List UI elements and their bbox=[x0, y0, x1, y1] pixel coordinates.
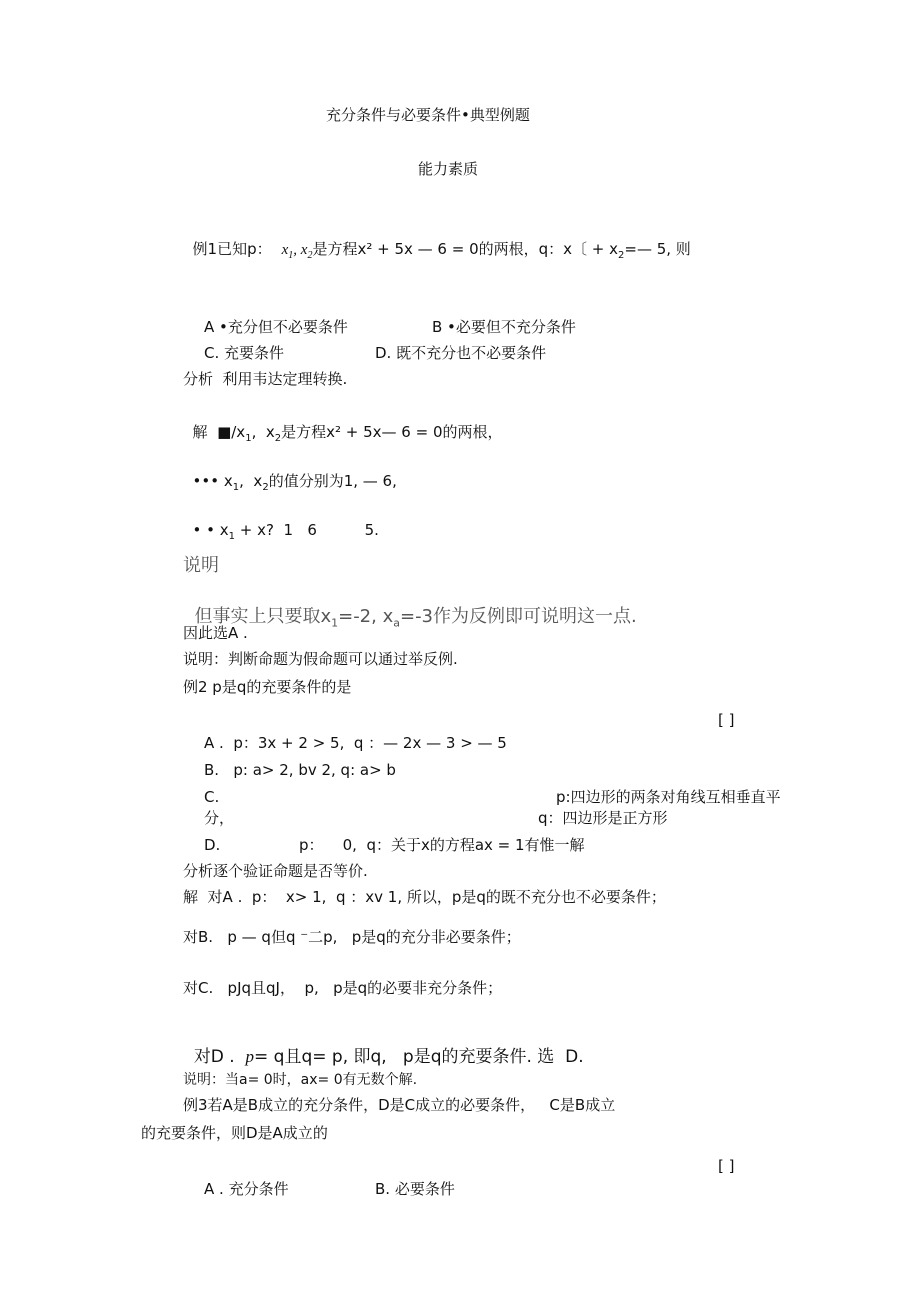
example1-solution-1 bbox=[183, 410, 503, 444]
example2-remark: 说明：当a= 0时，ax= 0有无数个解. bbox=[183, 1072, 418, 1088]
note-part-1: 但事实上只要取x bbox=[194, 606, 332, 627]
example1-intro: 例1已知p： bbox=[192, 240, 272, 258]
example3-answer-bracket: [ ] bbox=[718, 1157, 735, 1175]
example2-option-c-q: q：四边形是正方形 bbox=[538, 809, 668, 827]
example1-sub-3: 2 bbox=[618, 250, 625, 261]
solution1-sub-1: 1 bbox=[245, 433, 252, 444]
solution1-end: 是方程x² + 5x— 6 = 0的两根， bbox=[281, 423, 503, 441]
example2-question: 例2 p是q的充要条件的是 bbox=[183, 678, 352, 696]
note-part-2: =-2, x bbox=[338, 606, 394, 627]
example2-option-c-p: p:四边形的两条对角线互相垂直平 bbox=[556, 788, 781, 806]
note-part-3: =-3作为反例即可说明这一点. bbox=[399, 606, 637, 627]
example1-solution-2 bbox=[183, 459, 397, 493]
example1-option-b: B •必要但不充分条件 bbox=[432, 318, 576, 336]
example2-option-d-label: D. bbox=[204, 836, 221, 854]
example1-solution-3 bbox=[183, 508, 379, 542]
solution-d-end: = q且q= p, 即q, p是q的充要条件. 选 D. bbox=[254, 1047, 584, 1067]
example2-option-c-continued: 分， bbox=[204, 809, 235, 827]
solution1-sub-2: 2 bbox=[274, 433, 282, 444]
note-sub-1: 1 bbox=[331, 616, 339, 630]
example1-tail: =— 5, 则 bbox=[624, 240, 691, 258]
solution3-end: + x? 1 6 5. bbox=[235, 521, 379, 539]
note-counterexample bbox=[183, 590, 637, 629]
solution2-sub-2: 2 bbox=[262, 482, 269, 493]
example2-solution-c: 对C. pJq且qJ， p, p是q的必要非充分条件； bbox=[183, 979, 503, 997]
example1-question bbox=[183, 227, 691, 261]
section-subtitle: 能力素质 bbox=[418, 160, 479, 178]
example2-analysis: 分析逐个验证命题是否等价. bbox=[183, 862, 368, 880]
note-heading: 说明 bbox=[183, 555, 219, 576]
example1-sub-1: 1 bbox=[288, 250, 294, 261]
example1-answer: 因此选A . bbox=[183, 624, 248, 642]
example2-option-d: p： 0, q：关于x的方程ax = 1有惟一解 bbox=[299, 836, 585, 854]
example1-sub-2: 2 bbox=[307, 250, 313, 261]
example2-option-c-label: C. bbox=[204, 788, 220, 806]
example2-option-a: A . p：3x + 2 > 5, q ：— 2x — 3 > — 5 bbox=[204, 734, 507, 752]
example1-option-a: A •充分但不必要条件 bbox=[204, 318, 348, 336]
example1-equation: 是方程x² + 5x — 6 = 0的两根，q：x〔 + x bbox=[312, 240, 618, 258]
solution2-start: ••• x bbox=[192, 472, 233, 490]
solution1-mid: , x bbox=[251, 423, 275, 441]
solution2-sub-1: 1 bbox=[232, 482, 240, 493]
solution2-end: 的值分别为1, — 6, bbox=[268, 472, 397, 490]
solution-d-var-p: p bbox=[245, 1047, 255, 1066]
example1-option-d: D. 既不充分也不必要条件 bbox=[375, 344, 547, 362]
example1-analysis: 分析 利用韦达定理转换. bbox=[183, 370, 348, 388]
example3-option-a: A . 充分条件 bbox=[204, 1180, 289, 1198]
solution1-start: 解 ■/x bbox=[192, 423, 246, 441]
solution2-mid: , x bbox=[239, 472, 263, 490]
example2-answer-bracket: [ ] bbox=[718, 711, 735, 729]
solution-d-start: 对D . bbox=[193, 1047, 246, 1067]
example2-solution-a: 解 对A . p： x> 1, q ：xv 1, 所以，p是q的既不充分也不必要条件； bbox=[183, 888, 666, 906]
example1-remark: 说明：判断命题为假命题可以通过举反例. bbox=[183, 650, 458, 668]
example3-question-line1: 例3若A是B成立的充分条件，D是C成立的必要条件， C是B成立 bbox=[183, 1096, 616, 1114]
solution3-sub-1: 1 bbox=[228, 531, 236, 542]
page-title: 充分条件与必要条件•典型例题 bbox=[326, 106, 530, 124]
example1-option-c: C. 充要条件 bbox=[204, 344, 285, 362]
example2-option-b: B. p: a> 2, bv 2, q: a> b bbox=[204, 761, 396, 779]
example2-solution-d bbox=[183, 1031, 584, 1066]
example2-solution-b: 对B. p — q但q ⁻二p, p是q的充分非必要条件； bbox=[183, 928, 521, 946]
example3-option-b: B. 必要条件 bbox=[375, 1180, 455, 1198]
solution3-start: • • x bbox=[192, 521, 229, 539]
example1-var-x2: , x bbox=[293, 242, 308, 258]
note-sub-2: a bbox=[393, 616, 400, 630]
example3-question-line2: 的充要条件，则D是A成立的 bbox=[141, 1124, 328, 1142]
example1-var-x: x bbox=[281, 242, 289, 258]
